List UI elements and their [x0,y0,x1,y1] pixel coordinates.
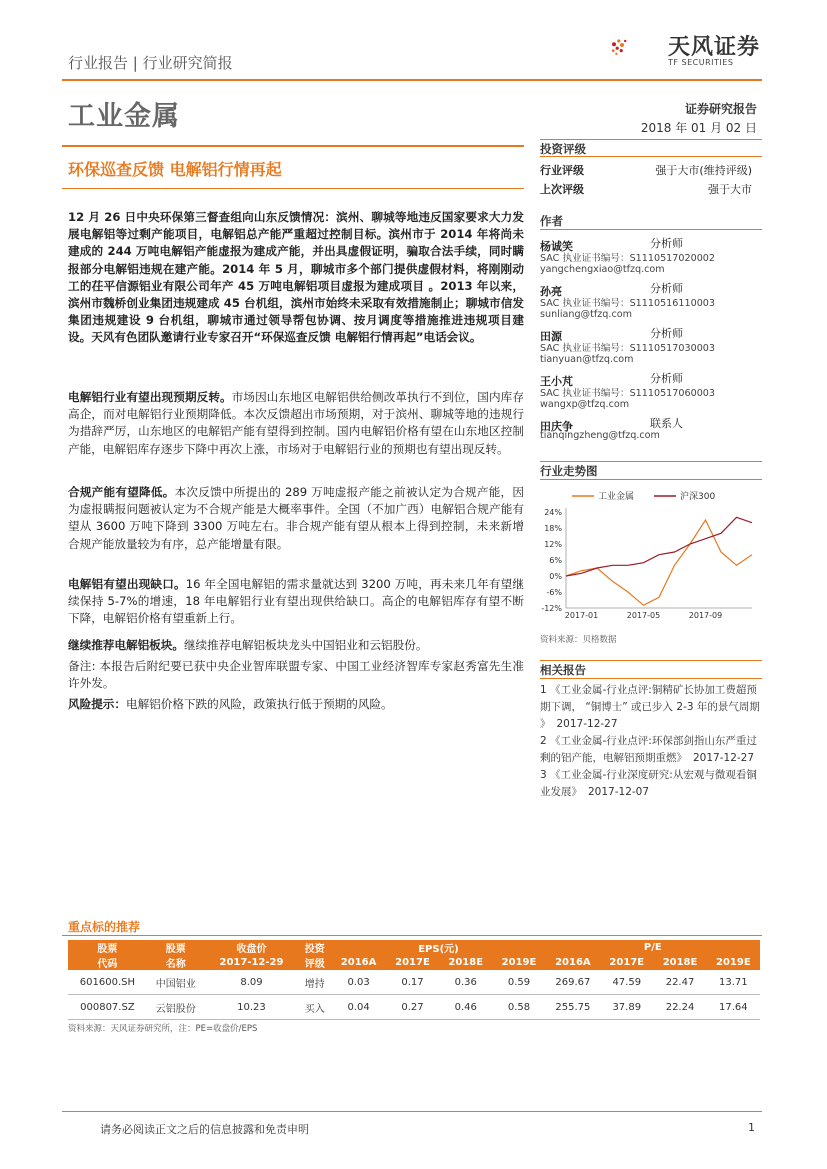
author-name-row [540,325,762,343]
industry-rating-row [540,162,762,178]
author-name-row [540,280,762,298]
table-subheader-cell: 名称 [147,955,205,970]
table-source: 资料来源：天风证券研究所，注：PE=收盘价/EPS [68,1024,258,1034]
author-cert: SAC 执业证书编号：S1110517020002 [540,253,716,264]
table-cell: 255.75 [546,995,601,1020]
y-tick-label: 6% [549,556,562,565]
para-4 [68,576,524,628]
authors-rule [540,229,762,230]
author-role: 分析师 [650,237,683,250]
para-3-lead: 合规产能有望降低。 [68,485,175,499]
x-tick-label: 2017-01 [564,611,599,620]
related-report-item[interactable] [540,682,762,733]
summary-paragraph [68,209,524,347]
related-report-title: 3 《工业金属-行业深度研究:从宏观与微观看铜业发展》 [540,769,757,798]
table-cell: 0.46 [439,995,492,1020]
table-cell: 37.89 [600,995,653,1020]
table-cell: 0.17 [386,970,439,995]
table-subheader-cell: 2017-12-29 [205,955,299,970]
author-name: 孙亮 [540,285,562,298]
author-item [540,280,762,325]
x-tick-label: 2017-05 [626,611,661,620]
table-cell: 0.27 [386,995,439,1020]
para-2 [68,389,524,458]
para-7-text: 电解铝价格下跌的风险，政策执行低于预期的风险。 [125,697,393,711]
table-cell: 买入 [298,995,331,1020]
table-subheader-cell: 2017E [386,955,439,970]
table-cell: 10.23 [205,995,299,1020]
series-line [566,517,752,576]
y-tick-label: -12% [541,604,562,613]
y-tick-label: 18% [544,524,562,533]
table-header-row [68,940,760,955]
table-row [68,995,760,1020]
subtitle-rule [62,188,524,189]
related-report-date: 2017-12-27 [556,718,618,730]
author-item [540,370,762,415]
rating-heading: 投资评级 [540,142,586,156]
table-cell: 0.04 [331,995,386,1020]
para-4-text: 16 年全国电解铝的需求量就达到 3200 万吨，再未来几年有望继续保持 5-7%的增速，18 年电解铝行业有望出现供给缺口。高企的电解铝库存有望不断下降，电解铝价格有望重新上行。 [68,577,524,626]
y-tick-label: 24% [544,508,562,517]
tf-logo-icon [610,22,670,72]
table-subheader-cell: 2016A [546,955,601,970]
series-line [566,520,752,605]
related-rule-top [540,660,762,661]
legend-label: 沪深300 [680,492,716,502]
x-tick-label: 2017-09 [688,611,723,620]
para-2-lead: 电解铝行业有望出现预期反转。 [68,390,232,404]
rating-rule-top [540,139,762,140]
para-6 [68,658,524,692]
related-report-date: 2017-12-27 [693,752,755,764]
table-cell: 22.24 [653,995,706,1020]
table-subheader-cell: 2018E [439,955,492,970]
report-subtitle: 环保巡查反馈 电解铝行情再起 [68,160,282,179]
authors-list [540,235,762,445]
table-subheader-cell: 2016A [331,955,386,970]
summary-text: 12 月 26 日中央环保第三督查组向山东反馈情况：滨州、聊城等地违反国家要求大力发展电解铝等过剩产能项目，电解铝总产能严重超过控制目标。滨州市于 2014 年将尚未建成的 244 万吨电解铝产能虚报为建成产能，并出具虚假证明，骗取合法手续，同时瞒报部分电解铝违规在建产能。2014 年 5 月，聊城市多个部门提供虚假材料，将刚刚动工的茌平信源铝业有限公司年产 45 万吨电解铝项目虚报为建成项目 。2013 年以来，滨州市魏桥创业集团违规建成 45 台机组，滨州市始终未采取有效措施制止；聊城市信发集团违规建设 9 台机组，聊城市通过领导帮包协调、按月调度等措施推进违规项目建设。天风有色团队邀请行业专家召开“环保巡查反馈 电解铝行情再起”电话会议。 [68,210,524,345]
rating-rule [540,156,762,157]
authors-container [540,235,762,445]
page-number: 1 [748,1121,755,1134]
legend-label: 工业金属 [598,492,635,502]
table-cell: 中国铝业 [147,970,205,995]
table-cell: 云铝股份 [147,995,205,1020]
report-date: 2018 年 01 月 02 日 [640,121,757,135]
author-email[interactable]: wangxp@tfzq.com [540,399,630,410]
logo-subtext: TF SECURITIES [668,58,734,67]
table-subheader-cell: 2018E [653,955,706,970]
th-eps: EPS(元) [331,940,545,955]
author-name: 杨诚笑 [540,240,573,253]
logo-text: 天风证券 [668,35,761,60]
trend-heading: 行业走势图 [540,464,598,478]
trend-rule-top [540,461,762,462]
table-body [68,970,760,1020]
industry-rating-value: 强于大市(维持评级) [655,164,752,177]
header-rule [62,79,762,81]
table-cell: 0.59 [492,970,545,995]
para-7-lead: 风险提示： [68,697,126,711]
th-rating: 投资 [298,940,331,955]
author-email[interactable]: tianyuan@tfzq.com [540,354,634,365]
related-heading: 相关报告 [540,663,586,677]
authors-heading: 作者 [540,214,563,228]
th-code: 股票 [68,940,147,955]
table-cell: 增持 [298,970,331,995]
para-3 [68,484,524,553]
report-type: 证券研究报告 [684,102,757,116]
author-role: 联系人 [650,417,683,430]
para-4-lead: 电解铝有望出现缺口。 [68,577,186,591]
table-cell: 17.64 [707,995,760,1020]
table-cell: 8.09 [205,970,299,995]
related-list [540,682,762,801]
related-report-title: 2 《工业金属-行业点评:环保部剑指山东严重过剩的铝产能，电解铝预期重燃》 [540,735,757,764]
table-cell: 0.03 [331,970,386,995]
author-email[interactable]: yangchengxiao@tfzq.com [540,264,665,275]
th-name: 股票 [147,940,205,955]
table-cell: 000807.SZ [68,995,147,1020]
trend-rule [540,479,762,480]
table-cell: 0.58 [492,995,545,1020]
related-report-item[interactable] [540,767,762,801]
related-rule [540,678,762,679]
author-name: 田庆争 [540,420,573,433]
sector-title: 工业金属 [68,101,180,132]
table-subheader-cell: 2017E [600,955,653,970]
table-cell: 13.71 [707,970,760,995]
table-cell: 0.36 [439,970,492,995]
table-cell: 22.47 [653,970,706,995]
para-6-text: 备注: 本报告后附纪要已获中央企业智库联盟专家、中国工业经济智库专家赵秀富先生准许外发。 [68,659,524,691]
author-email[interactable]: sunliang@tfzq.com [540,309,632,320]
para-2-text: 市场因山东地区电解铝供给侧改革执行不到位，国内库存高企，而对电解铝行业预期降低。本次反馈超出市场预期，对于滨州、聊城等地的违规行为措辞严厉，山东地区的电解铝产能有望得到控制。国内电解铝价格有望在山东地区控制产能，电解铝库存逐步下降中再次上涨，市场对于电解铝行业的预期也有望出现反转。 [68,390,524,456]
para-5-text: 继续推荐电解铝板块龙头中国铝业和云铝股份。 [183,638,428,652]
author-role: 分析师 [650,327,683,340]
table-cell: 47.59 [600,970,653,995]
related-report-date: 2017-12-07 [588,786,650,798]
author-item [540,235,762,280]
related-report-item[interactable] [540,733,762,767]
table-cell: 601600.SH [68,970,147,995]
industry-rating-label: 行业评级 [540,164,584,177]
author-cert: SAC 执业证书编号：S1110517030003 [540,343,716,354]
para-3-text: 本次反馈中所提出的 289 万吨虚报产能之前被认定为合规产能，因为虚报瞒报问题被认定为不合规产能是大概率事件。全国（不加广西）电解铝合规产能有望从 3600 万吨下降到 3300 万吨左右。非合规产能有望从根本上得到控制，未来新增合规产能放量较为有序，总产能增量有限。 [68,485,524,551]
para-5 [68,637,524,654]
trend-chart [538,484,760,626]
th-price: 收盘价 [205,940,299,955]
author-role: 分析师 [650,282,683,295]
author-email[interactable]: tianqingzheng@tfzq.com [540,430,660,441]
stocks-title: 重点标的推荐 [68,920,141,934]
y-tick-label: -6% [546,588,562,597]
chart-source: 资料来源：贝格数据 [540,635,617,645]
author-item [540,415,762,445]
th-pe: P/E [546,940,760,955]
author-name: 王小芃 [540,375,573,388]
y-tick-label: 0% [549,572,562,581]
prev-rating-label: 上次评级 [540,183,584,196]
table-subheader-cell: 代码 [68,955,147,970]
table-subheader-cell: 评级 [298,955,331,970]
related-report-title: 1 《工业金属-行业点评:铜精矿长协加工费超预期下调， “铜博士” 或已步入 2-3 年的景气周期 》 [540,684,760,730]
prev-rating-value: 强于大市 [708,183,752,196]
table-subheader-cell: 2019E [492,955,545,970]
author-role: 分析师 [650,372,683,385]
title-rule [62,145,524,147]
para-5-lead: 继续推荐电解铝板块。 [68,638,184,652]
author-name: 田源 [540,330,562,343]
author-name-row [540,415,762,433]
author-cert: SAC 执业证书编号：S1110517060003 [540,388,716,399]
table-subheader-cell: 2019E [707,955,760,970]
y-tick-label: 12% [544,540,562,549]
table-rule [62,935,762,936]
footer-rule [62,1111,762,1112]
footer-disclaimer: 请务必阅读正文之后的信息披露和免责申明 [100,1123,309,1136]
para-7 [68,696,524,713]
stocks-table [68,940,760,1020]
breadcrumb: 行业报告 | 行业研究简报 [68,54,233,72]
table-cell: 269.67 [546,970,601,995]
table-subheader-row [68,955,760,970]
author-name-row [540,370,762,388]
author-name-row [540,235,762,253]
author-item [540,325,762,370]
author-cert: SAC 执业证书编号：S1110516110003 [540,298,716,309]
table-row [68,970,760,995]
prev-rating-row [540,181,762,197]
